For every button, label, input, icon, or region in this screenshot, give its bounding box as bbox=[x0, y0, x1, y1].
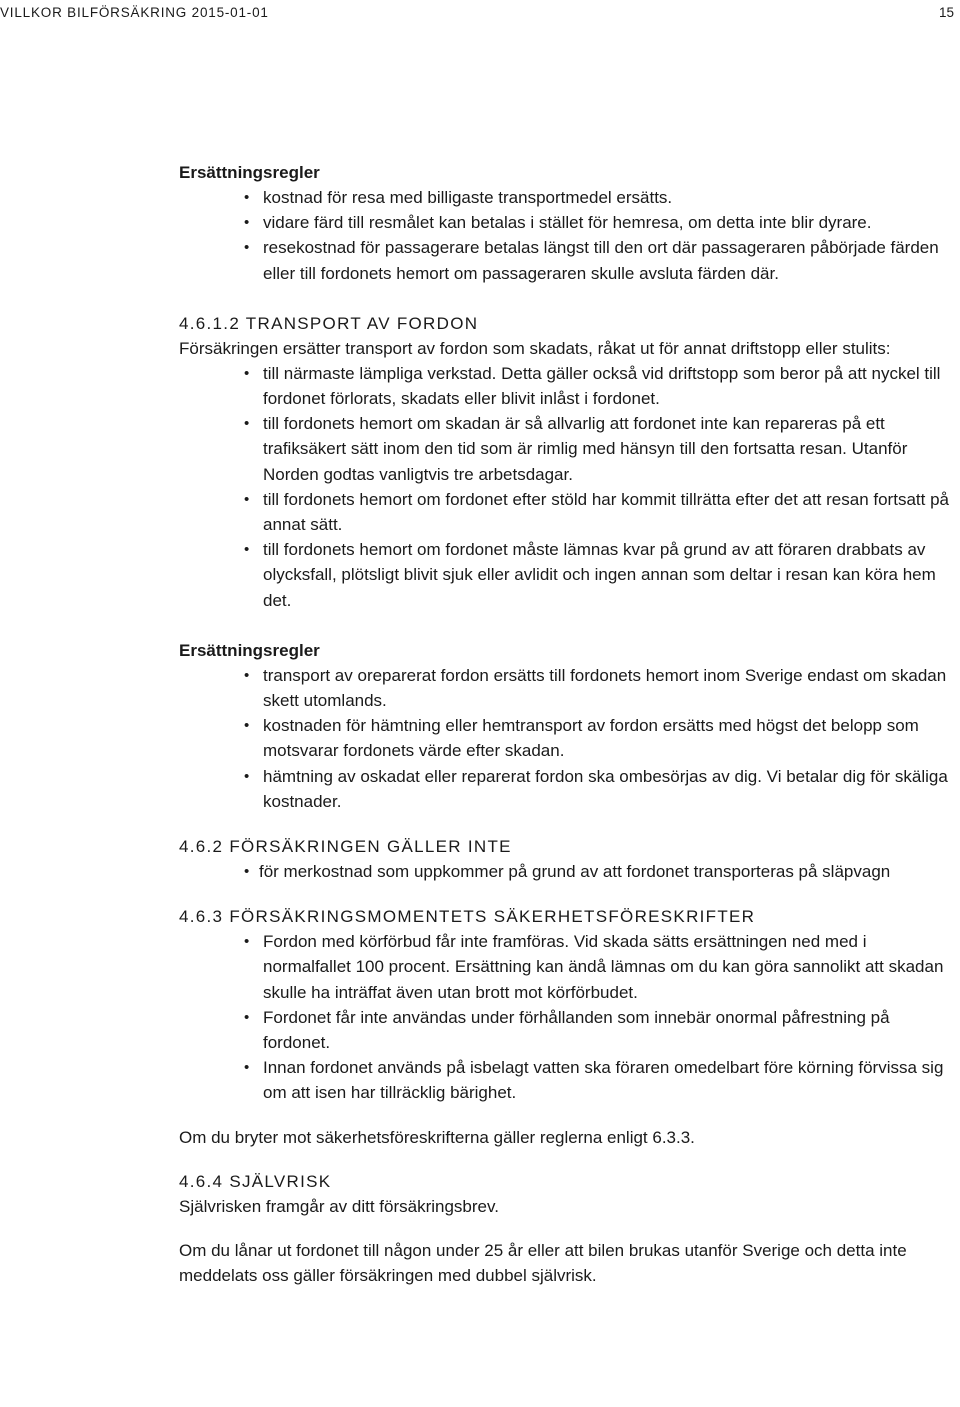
section-heading-4-6-2: 4.6.2 FÖRSÄKRINGEN GÄLLER INTE bbox=[179, 837, 512, 857]
subheading-ersattningsregler: Ersättningsregler bbox=[179, 163, 320, 182]
list-item: • till fordonets hemort om fordonet måste lämnas kvar på grund av att föraren drabbats av olycksfall, plötsligt blivit sjuk eller avlidit och ingen annan som deltar i resan kan köra hem det. bbox=[263, 537, 954, 613]
list-item: • till fordonets hemort om skadan är så allvarlig att fordonet inte kan repareras på ett trafiksäkert sätt inom den tid som är rimlig med hänsyn till den fortsatta resan. Utanför Norden godtas vanligtvis tre arbetsdagar. bbox=[263, 411, 954, 487]
bullet-list bbox=[179, 361, 954, 613]
bullet-list bbox=[179, 929, 954, 1105]
section-intro: Försäkringen ersätter transport av fordon som skadats, råkat ut för annat driftstopp eller stulits: bbox=[179, 338, 891, 358]
section-heading-4-6-4: 4.6.4 SJÄLVRISK bbox=[179, 1171, 332, 1191]
list-item: • för merkostnad som uppkommer på grund av att fordonet transporteras på släpvagn bbox=[259, 859, 954, 884]
list-item: • resekostnad för passagerare betalas längst till den ort där passageraren påbörjade färden eller till fordonets hemort om passageraren skulle avsluta färden där. bbox=[263, 235, 954, 285]
list-item: • kostnad för resa med billigaste transportmedel ersätts. bbox=[263, 185, 954, 210]
list-item: • kostnaden för hämtning eller hemtransport av fordon ersätts med högst det belopp som motsvarar fordonets värde efter skadan. bbox=[263, 713, 954, 763]
list-item: • hämtning av oskadat eller reparerat fordon ska ombesörjas av dig. Vi betalar dig för skäliga kostnader. bbox=[263, 764, 954, 814]
safety-note: Om du bryter mot säkerhetsföreskrifterna gäller reglerna enligt 6.3.3. bbox=[179, 1127, 695, 1147]
page-number: 15 bbox=[938, 5, 954, 20]
list-item: • Fordonet får inte användas under förhållanden som innebär onormal påfrestning på fordonet. bbox=[263, 1005, 954, 1055]
subheading-ersattningsregler: Ersättningsregler bbox=[179, 640, 320, 660]
document-title: VILLKOR BILFÖRSÄKRING 2015-01-01 bbox=[0, 5, 269, 20]
list-item: • transport av oreparerat fordon ersätts till fordonets hemort inom Sverige endast om skadan skett utomlands. bbox=[263, 663, 954, 713]
page-header bbox=[0, 0, 960, 24]
section-heading-4-6-3: 4.6.3 FÖRSÄKRINGSMOMENTETS SÄKERHETSFÖRESKRIFTER bbox=[179, 907, 756, 927]
bullet-list bbox=[179, 185, 954, 286]
list-item: • Fordon med körförbud får inte framföras. Vid skada sätts ersättningen ned med i normalfallet 100 procent. Ersättning kan ändå lämnas om du kan göra sannolikt att skadan skulle ha inträffat även utan brott mot körförbudet. bbox=[263, 929, 954, 1005]
bullet-list bbox=[179, 859, 954, 884]
section-text: Självrisken framgår av ditt försäkringsbrev. bbox=[179, 1196, 499, 1216]
bullet-list bbox=[179, 663, 954, 814]
list-item: • till närmaste lämpliga verkstad. Detta gäller också vid driftstopp som beror på att nyckel till fordonet förlorats, skadats eller blivit inlåst i fordonet. bbox=[263, 361, 954, 411]
list-item: • vidare färd till resmålet kan betalas i stället för hemresa, om detta inte blir dyrare. bbox=[263, 210, 954, 235]
section-heading-4-6-1-2: 4.6.1.2 TRANSPORT AV FORDON bbox=[179, 313, 479, 333]
page-content bbox=[179, 160, 954, 1288]
list-item: • Innan fordonet används på isbelagt vatten ska föraren omedelbart före körning förvissa sig om att isen har tillräcklig bärighet. bbox=[263, 1055, 954, 1105]
list-item: • till fordonets hemort om fordonet efter stöld har kommit tillrätta efter det att resan fortsatt på annat sätt. bbox=[263, 487, 954, 537]
deductible-note: Om du lånar ut fordonet till någon under 25 år eller att bilen brukas utanför Sverige och detta inte meddelats oss gäller försäkringen med dubbel självrisk. bbox=[179, 1240, 907, 1285]
